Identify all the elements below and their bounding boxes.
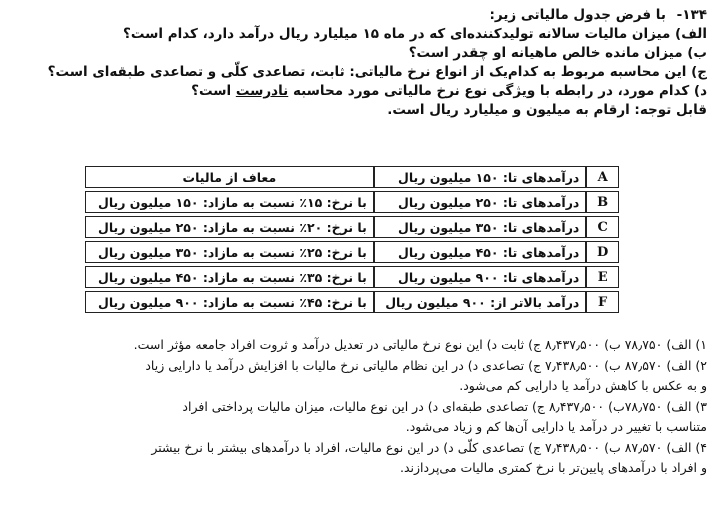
part-d-end: است؟: [191, 83, 232, 99]
table-row: [85, 291, 619, 313]
row-label: D: [586, 241, 619, 263]
question-number: ۱۳۴-: [676, 7, 707, 23]
part-d-underlined: نادرست: [235, 83, 289, 99]
rate-cell: معاف از مالیات: [85, 166, 374, 188]
income-cell: درآمدهای تا: ۹۰۰ میلیون ریال: [374, 266, 587, 288]
table-row: [85, 266, 619, 288]
question-part-a: الف) میزان مالیات سالانه تولیدکننده‌ای که در ماه ۱۵ میلیارد ریال درآمد دارد، کدام است؟: [123, 26, 707, 42]
table-row: [85, 241, 619, 263]
row-label: C: [586, 216, 619, 238]
table-row: [85, 216, 619, 238]
option-2-continued: و به عکس با کاهش درآمد یا دارایی کم می‌شود.: [459, 378, 707, 393]
option-2[interactable]: ۲) الف) ۸۷٫۵۷۰ ب) ۷٫۴۳۸٫۵۰۰ ج) تصاعدی د) در این نظام مالیاتی نرخ مالیات با افزایش درآمد یا دارایی زیاد: [145, 357, 707, 373]
option-1[interactable]: ۱) الف) ۷۸٫۷۵۰ ب) ۸٫۴۳۷٫۵۰۰ ج) ثابت د) این نوع نرخ مالیاتی در تعدیل درآمد و ثروت افراد جامعه مؤثر است.: [133, 337, 707, 352]
question-part-c: ج) این محاسبه مربوط به کدام‌یک از انواع نرخ مالیاتی: ثابت، تصاعدی کلّی و تصاعدی طبقه‌ای است؟: [47, 64, 707, 80]
table-row: [85, 166, 619, 188]
option-3-continued: متناسب با تغییر در درآمد یا دارایی آن‌ها کم و زیاد می‌شود.: [405, 419, 707, 434]
question-part-d: [17, 82, 707, 101]
question-intro: با فرض جدول مالیاتی زیر:: [489, 7, 666, 23]
option-4[interactable]: ۴) الف) ۸۷٫۵۷۰ ب) ۷٫۴۳۸٫۵۰۰ ج) تصاعدی کلّی د) در این نوع مالیات، افراد با درآمدهای بیشتر با نرخ بیشتر: [151, 439, 707, 455]
rate-cell: با نرخ: ۱۵٪ نسبت به مازاد: ۱۵۰ میلیون ریال: [85, 191, 374, 213]
question-block: [17, 6, 707, 120]
question-note: قابل توجه: ارقام به میلیون و میلیارد ریال است.: [387, 102, 707, 118]
rate-cell: با نرخ: ۳۵٪ نسبت به مازاد: ۴۵۰ میلیون ریال: [85, 266, 374, 288]
option-4-continued: و افراد با درآمدهای پایین‌تر با نرخ کمتری مالیات می‌پردازند.: [399, 460, 707, 475]
question-part-b: ب) میزان مانده خالص ماهیانه او چقدر است؟: [408, 45, 707, 61]
option-3[interactable]: ۳) الف) ۷۸٫۷۵۰ب) ۸٫۴۳۷٫۵۰۰ ج) تصاعدی طبقه‌ای د) در این نوع مالیات، میزان مالیات پرداختی افراد: [182, 398, 707, 414]
row-label: E: [586, 266, 619, 288]
income-cell: درآمدهای تا: ۴۵۰ میلیون ریال: [374, 241, 587, 263]
tax-table: [85, 163, 619, 316]
answer-options: [12, 335, 707, 479]
rate-cell: با نرخ: ۲۵٪ نسبت به مازاد: ۳۵۰ میلیون ریال: [85, 241, 374, 263]
row-label: A: [586, 166, 619, 188]
table-row: [85, 191, 619, 213]
income-cell: درآمد بالاتر از: ۹۰۰ میلیون ریال: [374, 291, 587, 313]
rate-cell: با نرخ: ۴۵٪ نسبت به مازاد: ۹۰۰ میلیون ریال: [85, 291, 374, 313]
rate-cell: با نرخ: ۲۰٪ نسبت به مازاد: ۲۵۰ میلیون ریال: [85, 216, 374, 238]
row-label: F: [586, 291, 619, 313]
row-label: B: [586, 191, 619, 213]
income-cell: درآمدهای تا: ۳۵۰ میلیون ریال: [374, 216, 587, 238]
income-cell: درآمدهای تا: ۱۵۰ میلیون ریال: [374, 166, 587, 188]
question-header: [17, 6, 707, 25]
part-d-text: د) کدام مورد، در رابطه با ویژگی نوع نرخ مالیاتی مورد محاسبه: [292, 83, 707, 99]
income-cell: درآمدهای تا: ۲۵۰ میلیون ریال: [374, 191, 587, 213]
